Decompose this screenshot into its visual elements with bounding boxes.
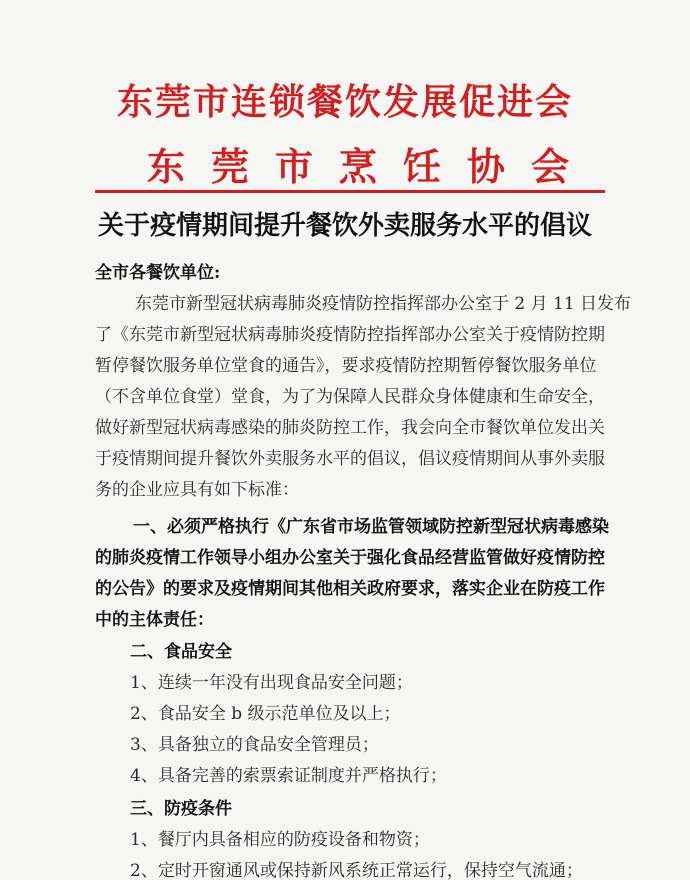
intro-line: 务的企业应具有如下标准： [95, 480, 299, 500]
intro-line: 暂停餐饮服务单位堂食的通告》，要求疫情防控期暂停餐饮服务单位 [95, 356, 597, 376]
red-divider [95, 190, 605, 193]
org-header-2: 东莞市烹饪协会 [146, 144, 595, 189]
intro-line: 于疫情期间提升餐饮外卖服务水平的倡议，倡议疫情期间从事外卖服 [95, 449, 605, 469]
org-header-1: 东莞市连锁餐饮发展促进会 [116, 81, 573, 123]
section-3-heading: 三、防疫条件 [130, 799, 232, 819]
intro-line: （不含单位食堂）堂食，为了为保障人民群众身体健康和生命安全， [95, 387, 605, 407]
section-2-heading: 二、食品安全 [130, 642, 232, 662]
section-3-item: 1、餐厅内具备相应的防疫设备和物资； [130, 830, 430, 850]
section-2-item: 4、具备完善的索票索证制度并严格执行； [130, 766, 447, 786]
salutation: 全市各餐饮单位: [95, 263, 221, 283]
section-1-line: 中的主体责任： [95, 610, 214, 630]
section-2-item: 3、具备独立的食品安全管理员； [130, 735, 379, 755]
intro-line: 东莞市新型冠状病毒肺炎疫情防控指挥部办公室于 2 月 11 日发布 [135, 294, 632, 314]
document-title: 关于疫情期间提升餐饮外卖服务水平的倡议 [97, 211, 592, 241]
section-2-item: 2、食品安全 b 级示范单位及以上； [130, 704, 401, 724]
intro-line: 了《东莞市新型冠状病毒肺炎疫情防控指挥部办公室关于疫情防控期 [95, 325, 605, 345]
section-3-item: 2、定时开窗通风或保持新风系统正常运行，保持空气流通； [130, 861, 583, 880]
section-1-line: 一、必须严格执行《广东省市场监管领域防控新型冠状病毒感染 [133, 517, 609, 537]
section-1-line: 的公告》的要求及疫情期间其他相关政府要求，落实企业在防疫工作 [95, 579, 605, 599]
intro-line: 做好新型冠状病毒感染的肺炎防控工作，我会向全市餐饮单位发出关 [95, 418, 605, 438]
section-1-line: 的肺炎疫情工作领导小组办公室关于强化食品经营监管做好疫情防控 [95, 548, 605, 568]
section-2-item: 1、连续一年没有出现食品安全问题； [130, 673, 413, 693]
